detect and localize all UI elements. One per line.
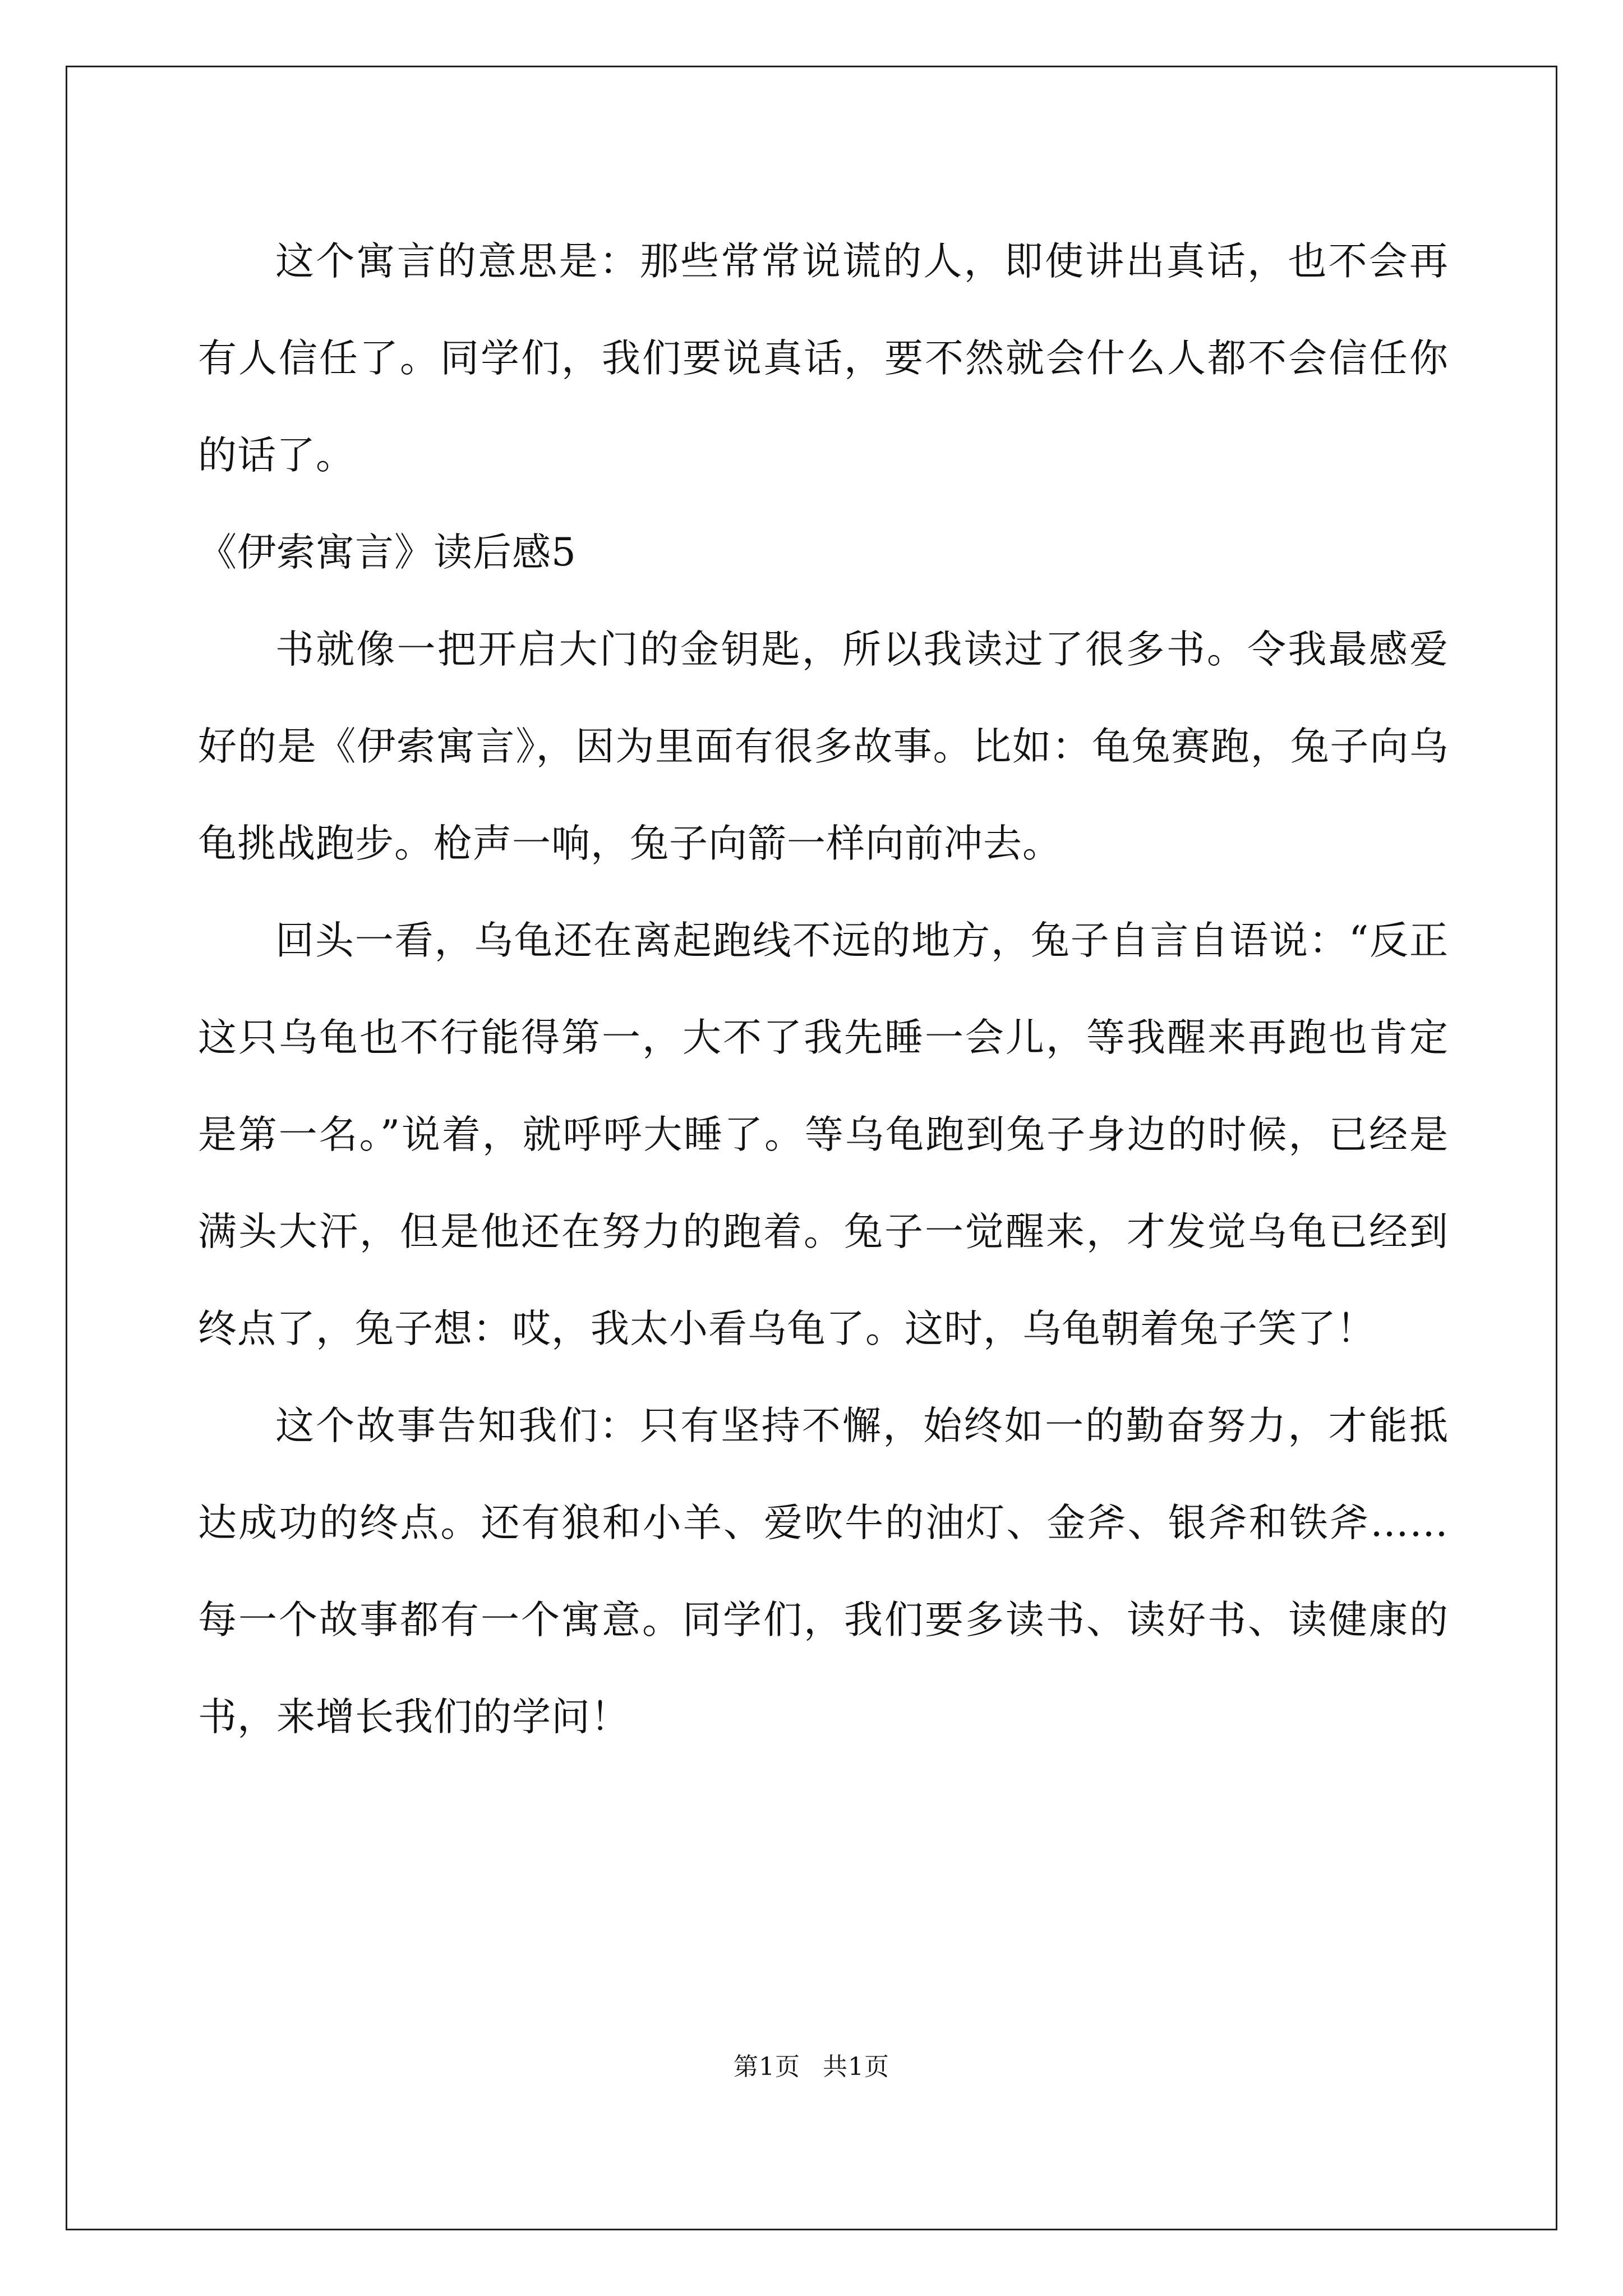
document-body <box>198 213 1449 1766</box>
page-total: 共1页 <box>823 2053 889 2081</box>
section-heading: 《伊索寓言》读后感5 <box>198 530 577 575</box>
paragraph-tortoise-hare: 回头一看，乌龟还在离起跑线不远的地方，兔子自言自语说：“反正这只乌龟也不行能得第一，大不了我先睡一会儿，等我醒来再跑也肯定是第一名。”说着，就呼呼大睡了。等乌龟跑到兔子身边的时候，已经是满头大汗，但是他还在努力的跑着。兔子一觉醒来，才发觉乌龟已经到终点了，兔子想：哎，我太小看乌龟了。这时，乌龟朝着兔子笑了！ <box>198 918 1449 1351</box>
paragraph-moral-lying: 这个寓言的意思是：那些常常说谎的人，即使讲出真话，也不会再有人信任了。同学们，我们要说真话，要不然就会什么人都不会信任你的话了。 <box>198 239 1449 478</box>
paragraph-book-key: 书就像一把开启大门的金钥匙，所以我读过了很多书。令我最感爱好的是《伊索寓言》，因为里面有很多故事。比如：龟兔赛跑，兔子向乌龟挑战跑步。枪声一响，兔子向箭一样向前冲去。 <box>198 627 1449 866</box>
page-number: 第1页 <box>734 2053 800 2081</box>
paragraph-conclusion: 这个故事告知我们：只有坚持不懈，始终如一的勤奋努力，才能抵达成功的终点。还有狼和小羊、爱吹牛的油灯、金斧、银斧和铁斧……每一个故事都有一个寓意。同学们，我们要多读书、读好书、读健康的书，来增长我们的学问！ <box>198 1404 1449 1740</box>
page-footer <box>0 2050 1623 2084</box>
